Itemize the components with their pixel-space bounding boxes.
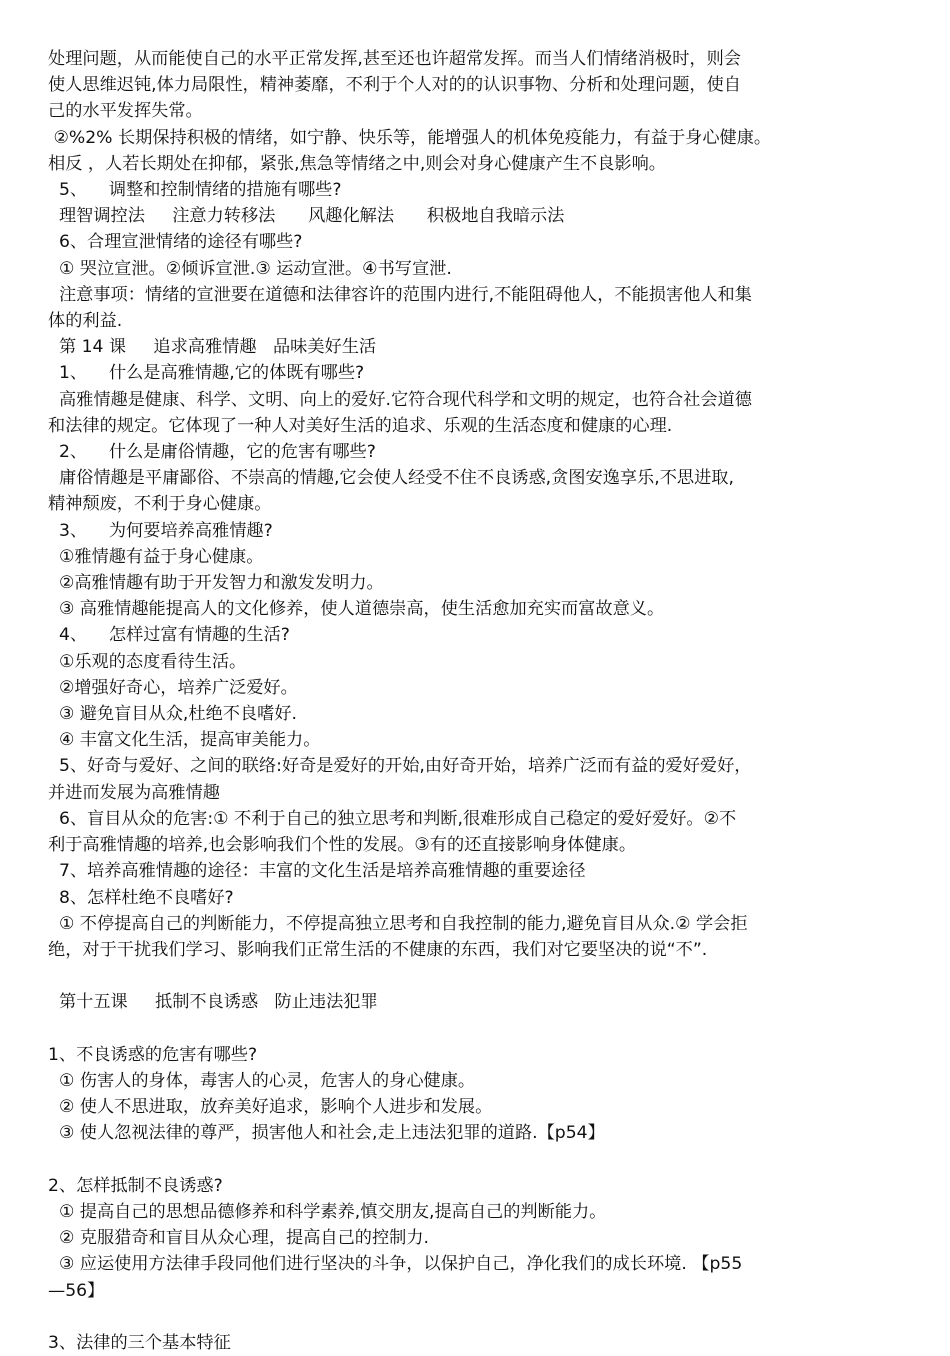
- text-line: ① 哭泣宣泄。②倾诉宣泄.③ 运动宣泄。④书写宣泄.: [48, 258, 452, 279]
- text-line: 和法律的规定。它体现了一种人对美好生活的追求、乐观的生活态度和健康的心理.: [48, 415, 673, 436]
- question-heading: 8、怎样杜绝不良嗜好?: [48, 887, 234, 908]
- blank-line: [48, 963, 906, 989]
- lesson-heading: 第十五课 抵制不良诱惑 防止违法犯罪: [48, 992, 378, 1013]
- text-line: 庸俗情趣是平庸鄙俗、不崇高的情趣,它会使人经受不住不良诱惑,贪图安逸享乐,不思进取,: [48, 468, 734, 489]
- question-heading: 6、合理宣泄情绪的途径有哪些?: [48, 232, 303, 253]
- text-line: ②%2% 长期保持积极的情绪，如宁静、快乐等，能增强人的机体免疫能力，有益于身心健康。: [48, 127, 772, 148]
- text-line: 相反 ，人若长期处在抑郁，紧张,焦急等情绪之中,则会对身心健康产生不良影响。: [48, 153, 666, 174]
- text-line: 体的利益.: [48, 311, 123, 332]
- question-heading: 4、 怎样过富有情趣的生活?: [48, 625, 290, 646]
- text-line: 高雅情趣是健康、科学、文明、向上的爱好.它符合现代科学和文明的规定，也符合社会道德: [48, 389, 752, 410]
- list-item: ③ 高雅情趣能提高人的文化修养，使人道德崇高，使生活愈加充实而富故意义。: [48, 599, 665, 620]
- list-item: ①雅情趣有益于身心健康。: [48, 546, 264, 567]
- list-item: ①乐观的态度看待生活。: [48, 651, 247, 672]
- question-heading: 5、 调整和控制情绪的措施有哪些?: [48, 180, 342, 201]
- blank-line: [48, 1016, 906, 1042]
- question-heading: 2、怎样抵制不良诱惑?: [48, 1175, 223, 1196]
- question-heading: 3、 为何要培养高雅情趣?: [48, 520, 273, 541]
- text-line: —56】: [48, 1280, 105, 1301]
- lesson-heading: 第 14 课 追求高雅情趣 品味美好生活: [48, 337, 377, 358]
- text-line: 理智调控法 注意力转移法 风趣化解法 积极地自我暗示法: [48, 206, 565, 227]
- question-heading: 1、不良诱惑的危害有哪些?: [48, 1044, 258, 1065]
- text-line: 使人思维迟钝,体力局限性，精神萎靡，不利于个人对的的认识事物、分析和处理问题，使自: [48, 75, 741, 96]
- text-line: 7、培养高雅情趣的途径：丰富的文化生活是培养高雅情趣的重要途径: [48, 861, 586, 882]
- text-line: 绝，对于干扰我们学习、影响我们正常生活的不健康的东西，我们对它要坚决的说“不”.: [48, 939, 708, 960]
- text-line: 己的水平发挥失常。: [48, 101, 203, 122]
- text-line: 处理问题，从而能使自己的水平正常发挥,甚至还也许超常发挥。而当人们情绪消极时，则会: [48, 49, 741, 69]
- document-page: [48, 46, 906, 1356]
- list-item: ②增强好奇心，培养广泛爱好。: [48, 677, 298, 698]
- question-heading: 2、 什么是庸俗情趣，它的危害有哪些?: [48, 442, 376, 463]
- list-item: ① 伤害人的身体，毒害人的心灵，危害人的身心健康。: [48, 1070, 476, 1091]
- text-line: 精神颓废，不利于身心健康。: [48, 494, 272, 515]
- list-item: ③ 避免盲目从众,杜绝不良嗜好.: [48, 704, 297, 725]
- text-line: 5、好奇与爱好、之间的联络:好奇是爱好的开始,由好奇开始，培养广泛而有益的爱好爱好，: [48, 756, 752, 777]
- list-item: ① 提高自己的思想品德修养和科学素养,慎交朋友,提高自己的判断能力。: [48, 1201, 607, 1222]
- list-item: ③ 应运使用方法律手段同他们进行坚决的斗争，以保护自己，净化我们的成长环境. 【p55: [48, 1254, 743, 1275]
- text-line: ① 不停提高自己的判断能力，不停提高独立思考和自我控制的能力,避免盲目从众.② 学会拒: [48, 913, 748, 934]
- text-line: 利于高雅情趣的培养,也会影响我们个性的发展。③有的还直接影响身体健康。: [48, 835, 637, 856]
- blank-line: [48, 1147, 906, 1173]
- text-line: 并进而发展为高雅情趣: [48, 782, 220, 803]
- question-heading: 1、 什么是高雅情趣,它的体既有哪些?: [48, 363, 365, 384]
- blank-line: [48, 1304, 906, 1330]
- question-heading: 3、法律的三个基本特征: [48, 1332, 231, 1353]
- list-item: ③ 使人忽视法律的尊严，损害他人和社会,走上违法犯罪的道路.【p54】: [48, 1123, 605, 1144]
- text-line: 6、盲目从众的危害:① 不利于自己的独立思考和判断,很难形成自己稳定的爱好爱好。②不: [48, 808, 737, 829]
- text-line: 注意事项：情绪的宣泄要在道德和法律容许的范围内进行,不能阻碍他人，不能损害他人和集: [48, 284, 752, 305]
- list-item: ② 克服猎奇和盲目从众心理，提高自己的控制力.: [48, 1228, 430, 1249]
- list-item: ②高雅情趣有助于开发智力和激发发明力。: [48, 573, 384, 594]
- list-item: ④ 丰富文化生活，提高审美能力。: [48, 730, 321, 751]
- list-item: ② 使人不思进取，放弃美好追求，影响个人进步和发展。: [48, 1097, 493, 1118]
